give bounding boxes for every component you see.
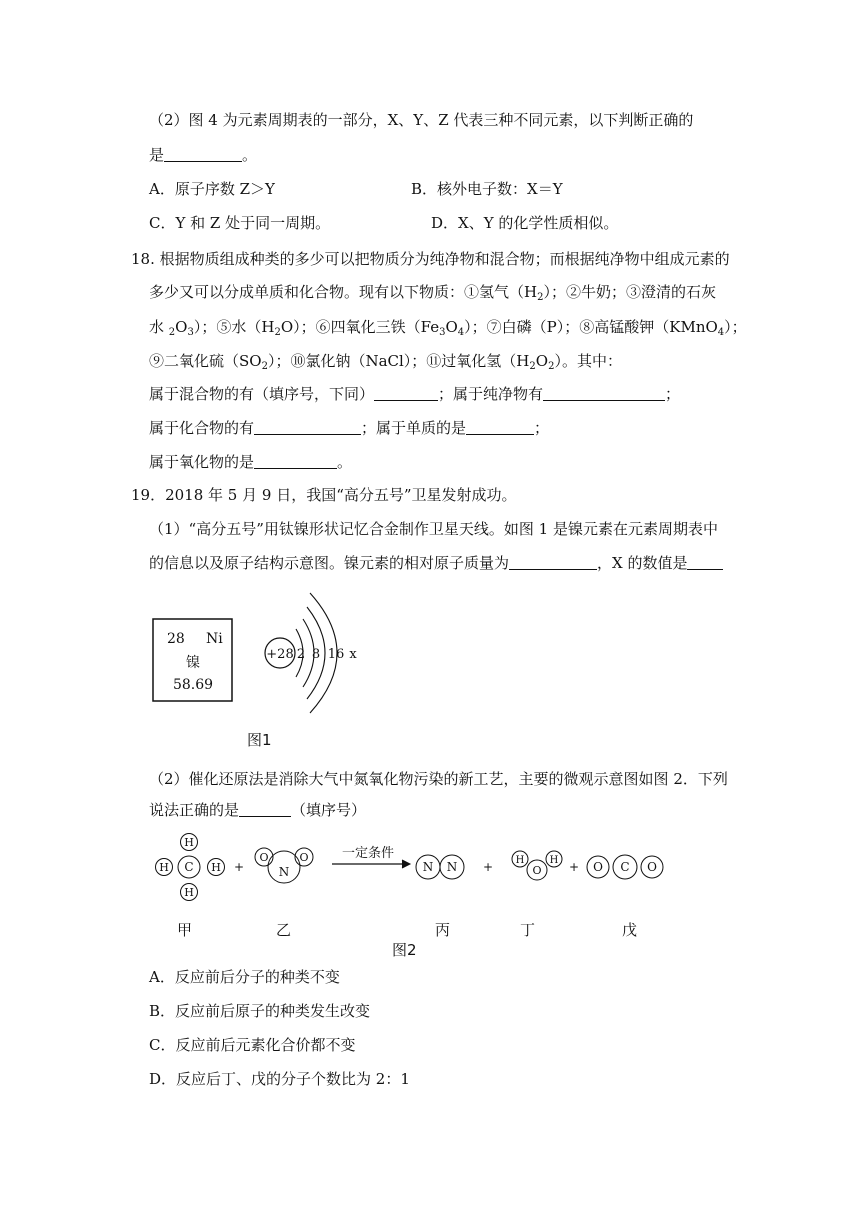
atom-h-top: H bbox=[184, 836, 194, 849]
figure-2-svg bbox=[140, 826, 680, 906]
element-number: 28 bbox=[167, 631, 185, 647]
q17-option-c: C．Y 和 Z 处于同一周期。 bbox=[149, 214, 331, 232]
atom-h-bottom: H bbox=[184, 886, 194, 899]
q19-option-c: C．反应前后元素化合价都不变 bbox=[149, 1036, 356, 1054]
q18-line5: 属于混合物的有（填序号，下同） ；属于纯净物有 ； bbox=[149, 385, 681, 403]
nucleus-charge: +28 bbox=[266, 647, 294, 662]
figure-1-caption: 图1 bbox=[247, 731, 272, 749]
plus-sign-3: + bbox=[568, 860, 580, 874]
q18-pure-blank[interactable] bbox=[543, 385, 665, 401]
q19-option-d: D．反应后丁、戊的分子个数比为 2：1 bbox=[149, 1070, 410, 1088]
q17-answer-blank[interactable] bbox=[164, 146, 242, 162]
atom-o-wu-1: O bbox=[593, 860, 603, 874]
q18-line2: 多少又可以分成单质和化合物。现有以下物质：①氢气$(H_2)$；②牛奶；③澄清的石灰 bbox=[149, 283, 716, 303]
atom-n-bing-1: N bbox=[422, 860, 434, 874]
q17-option-d: D．X、Y 的化学性质相似。 bbox=[431, 214, 619, 232]
q18-element-blank[interactable] bbox=[466, 419, 534, 435]
atom-n-bing-2: N bbox=[446, 860, 458, 874]
q19-part1-line2: 的信息以及原子结构示意图。镍元素的相对原子质量为 ，X 的数值是 bbox=[149, 553, 723, 573]
reaction-arrowhead bbox=[402, 860, 410, 868]
label-ding: 丁 bbox=[520, 921, 536, 939]
atom-h-right: H bbox=[211, 861, 221, 874]
q17-part2-text: （2）图 4 为元素周期表的一部分，X、Y、Z 代表三种不同元素，以下判断正确的 bbox=[149, 111, 694, 129]
element-name: 镍 bbox=[186, 655, 200, 671]
q19-option-a: A．反应前后分子的种类不变 bbox=[149, 968, 340, 986]
q18-line4: ⑨二氧化硫$(SO_2)$；⑩氯化钠（NaCl）；⑪过氧化氢$(H_2O_2)$。其中： bbox=[149, 352, 622, 372]
atom-c-wu: C bbox=[620, 860, 630, 874]
atom-n-yi: N bbox=[278, 865, 290, 879]
q19-option-b: B．反应前后原子的种类发生改变 bbox=[149, 1002, 371, 1020]
figure-2 bbox=[140, 826, 680, 906]
q19-line1: 19．2018 年 5 月 9 日，我国“高分五号”卫星发射成功。 bbox=[131, 486, 517, 504]
q17-option-b: B．核外电子数：X＝Y bbox=[411, 180, 563, 198]
label-jia: 甲 bbox=[177, 921, 193, 939]
plus-sign-2: + bbox=[482, 860, 494, 874]
q17-option-a: A．原子序数 Z＞Y bbox=[149, 180, 275, 198]
q18-line1: 18. 根据物质组成种类的多少可以把物质分为纯净物和混合物；而根据纯净物中组成元素的 bbox=[131, 250, 730, 268]
q19-part1-line1: （1）“高分五号”用钛镍形状记忆合金制作卫星天线。如图 1 是镍元素在元素周期表中 bbox=[149, 520, 718, 538]
atom-o-yi-right: O bbox=[299, 851, 309, 864]
atom-o-yi-left: O bbox=[259, 851, 269, 864]
shell-electrons-4: x bbox=[349, 647, 357, 662]
plus-sign-1: + bbox=[233, 860, 245, 874]
label-wu: 戊 bbox=[622, 921, 638, 939]
q19-answer-blank[interactable] bbox=[239, 801, 291, 817]
atom-o-ding: O bbox=[532, 864, 542, 877]
q17-part2-line2: 是 。 bbox=[149, 146, 258, 164]
q18-line6: 属于化合物的有 ；属于单质的是 ； bbox=[149, 419, 550, 437]
atom-o-wu-2: O bbox=[647, 860, 657, 874]
atom-h-ding-1: H bbox=[515, 855, 525, 866]
shell-electrons-1: 2 bbox=[296, 647, 306, 662]
q19-part2-line1: （2）催化还原法是消除大气中氮氧化物污染的新工艺，主要的微观示意图如图 2．下列 bbox=[149, 770, 728, 788]
shell-electrons-2: 8 bbox=[311, 647, 321, 662]
q19-mass-blank[interactable] bbox=[509, 554, 597, 570]
element-symbol: Ni bbox=[206, 631, 223, 647]
q18-oxide-blank[interactable] bbox=[254, 453, 337, 469]
q18-line7: 属于氧化物的是 。 bbox=[149, 453, 353, 471]
reaction-condition: 一定条件 bbox=[341, 846, 395, 861]
atom-c: C bbox=[184, 860, 194, 874]
element-mass: 58.69 bbox=[172, 677, 214, 693]
shell-electrons-3: 16 bbox=[327, 647, 345, 662]
q18-line3: 水 $_2O_3$）；⑤水$(H_2O)$；⑥四氧化三铁$(Fe_3O_4)$；⑦白磷（P）；⑧高锰酸钾（KMnO$_4$）； bbox=[149, 318, 747, 338]
atom-h-left: H bbox=[159, 861, 169, 874]
label-yi: 乙 bbox=[276, 921, 292, 939]
atom-h-ding-2: H bbox=[549, 855, 559, 866]
q17-part2-line1 bbox=[149, 110, 693, 130]
q18-mixture-blank[interactable] bbox=[374, 385, 438, 401]
q18-compound-blank[interactable] bbox=[254, 419, 361, 435]
q19-x-blank[interactable] bbox=[687, 554, 723, 570]
label-bing: 丙 bbox=[435, 921, 451, 939]
figure-2-caption: 图2 bbox=[392, 941, 417, 959]
q19-part2-line2: 说法正确的是 （填序号） bbox=[149, 801, 367, 819]
